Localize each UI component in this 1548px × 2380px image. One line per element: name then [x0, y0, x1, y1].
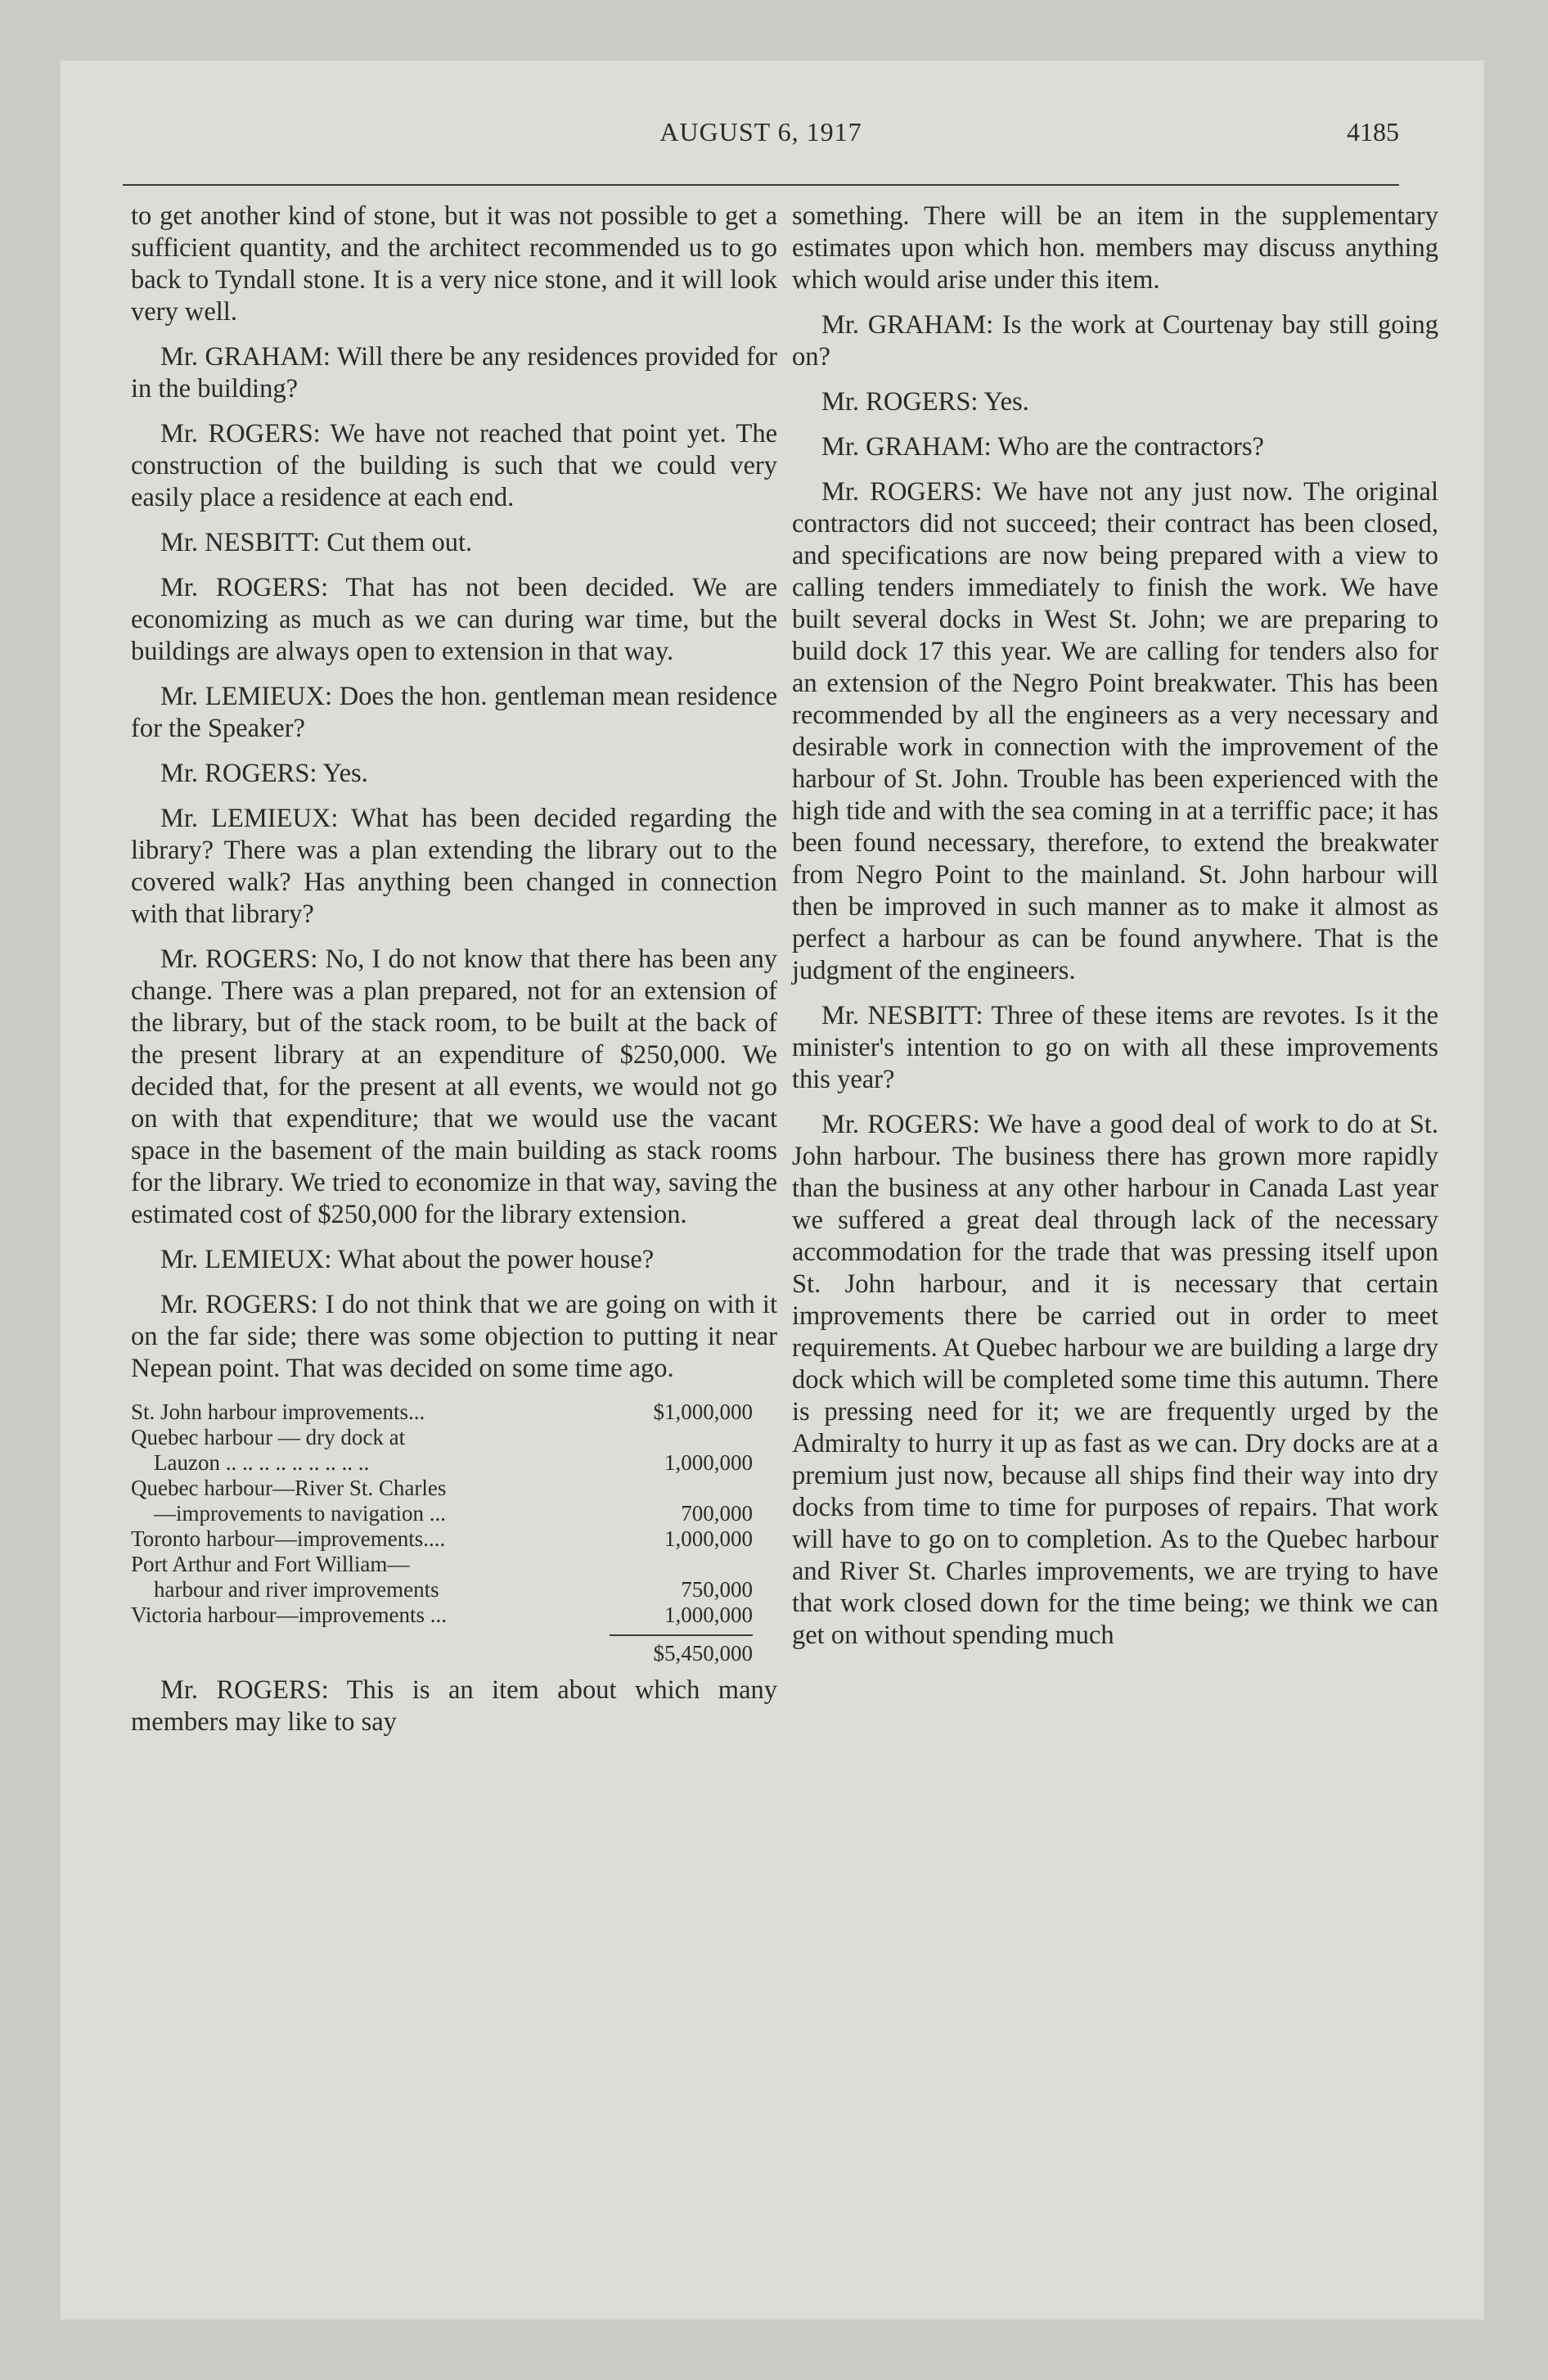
item-label: Quebec harbour — dry dock at — [131, 1425, 406, 1449]
paragraph: Mr. LEMIEUX: What has been decided regarding the library? There was a plan extending the library out to the covered walk? Has anything been changed in connection with that library? — [131, 804, 777, 929]
item-label: Port Arthur and Fort William— — [131, 1552, 410, 1576]
paragraph: Mr. GRAHAM: Is the work at Courtenay bay still going on? — [792, 310, 1438, 372]
paragraph: Mr. ROGERS: We have not reached that point yet. The construction of the building is such that we could very easily place a residence at each end. — [131, 419, 777, 512]
paragraph: Mr. NESBITT: Cut them out. — [160, 528, 473, 557]
paragraph: Mr. ROGERS: We have not any just now. The original contractors did not succeed; their contract has been closed, and specifications are now being prepared with a view to calling tenders immediately to finish the work. We have built several docks in West St. John; we are preparing to build dock 17 this year. We are calling for tenders also for an extension of the Negro Point breakwater. This has been recommended by all the engineers as a very necessary and desirable work in connection with the improvement of the harbour of St. John. Trouble has been experienced with the high tide and with the sea coming in at a terriffic pace; it has been found necessary, therefore, to extend the breakwater from Negro Point to the mainland. St. John harbour will then be improved in such manner as to make it almost as perfect a harbour as can be found anywhere. That is the judgment of the engineers. — [792, 477, 1438, 985]
paragraph: Mr. LEMIEUX: What about the power house? — [160, 1245, 655, 1274]
table-row — [131, 1450, 753, 1476]
item-label: —improvements to navigation ... — [154, 1501, 446, 1526]
table-row — [131, 1577, 753, 1602]
item-label: Victoria harbour—improvements ... — [131, 1602, 448, 1627]
table-row — [131, 1602, 753, 1628]
item-amount: 1,000,000 — [664, 1526, 753, 1551]
item-amount: 750,000 — [681, 1577, 753, 1602]
paragraph: Mr. LEMIEUX: Does the hon. gentleman mean residence for the Speaker? — [131, 682, 777, 743]
item-amount: 700,000 — [681, 1501, 753, 1526]
table-row — [131, 1400, 753, 1425]
paragraph: to get another kind of stone, but it was not possible to get a sufficient quantity, and the architect recommended us to go back to Tyndall stone. It is a very nice stone, and it will look very well. — [131, 201, 777, 327]
item-label: Quebec harbour—River St. Charles — [131, 1476, 447, 1500]
item-label: St. John harbour improvements... — [131, 1400, 425, 1424]
paragraph: Mr. ROGERS: This is an item about which many members may like to say — [131, 1675, 777, 1737]
paragraph: Mr. ROGERS: No, I do not know that there has been any change. There was a plan prepared, not for an extension of the library, but of the stack room, to be built at the back of the present library at an expenditure of $250,000. We decided that, for the present at all events, we would not go on with that expenditure; that we would use the vacant space in the basement of the main building as stack rooms for the library. We tried to economize in that way, saving the estimated cost of $250,000 for the library extension. — [131, 944, 777, 1229]
header-rule — [123, 184, 1399, 186]
item-amount: 1,000,000 — [664, 1602, 753, 1627]
paragraph: Mr. ROGERS: We have a good deal of work to do at St. John harbour. The business there has grown more rapidly than the business at any other harbour in Canada Last year we suffered a great deal through lack of the necessary accommodation for the trade that was pressing itself upon St. John harbour, and it is necessary that certain improvements there be carried out in order to meet requirements. At Quebec harbour we are building a large dry dock which will be completed some time this autumn. There is pressing need for it; we are frequently urged by the Admiralty to hurry it up as fast as we can. Dry docks are at a premium just now, because all ships find their way into dry docks from time to time for purposes of repairs. That work will have to go on to completion. As to the Quebec harbour and River St. Charles improvements, we are trying to have that work closed down for the time being; we think we can get on without spending much — [792, 1110, 1438, 1650]
paragraph: something. There will be an item in the supplementary estimates upon which hon. members may discuss anything which would arise under this item. — [792, 201, 1438, 295]
page-date: AUGUST 6, 1917 — [659, 117, 862, 146]
table-row — [131, 1425, 753, 1450]
paragraph: Mr. ROGERS: I do not think that we are going on with it on the far side; there was some objection to putting it near Nepean point. That was decided on some time ago. — [131, 1290, 777, 1383]
paragraph: Mr. GRAHAM: Who are the contractors? — [821, 432, 1264, 462]
total-amount: $5,450,000 — [653, 1641, 753, 1666]
table-row — [131, 1501, 753, 1526]
left-column — [131, 201, 777, 1751]
total-rule — [610, 1634, 753, 1636]
paragraph: Mr. ROGERS: Yes. — [821, 387, 1029, 417]
table-row — [131, 1526, 753, 1552]
page-header — [123, 117, 1399, 158]
paragraph: Mr. ROGERS: Yes. — [160, 759, 368, 788]
estimates-table — [131, 1400, 753, 1666]
paragraph: Mr. GRAHAM: Will there be any residences provided for in the building? — [131, 342, 777, 403]
item-amount: 1,000,000 — [664, 1450, 753, 1475]
item-label: Lauzon .. .. .. .. .. .. .. .. .. — [154, 1450, 370, 1475]
table-row — [131, 1552, 753, 1577]
item-amount: $1,000,000 — [653, 1400, 753, 1424]
item-label: Toronto harbour—improvements.... — [131, 1526, 446, 1551]
paragraph: Mr. ROGERS: That has not been decided. We are economizing as much as we can during war time, but the buildings are always open to extension in that way. — [131, 573, 777, 666]
page-number: 4185 — [1347, 117, 1399, 146]
item-label: harbour and river improvements — [154, 1577, 439, 1602]
right-column — [792, 201, 1438, 1665]
paragraph: Mr. NESBITT: Three of these items are revotes. Is it the minister's intention to go on with all these improvements this year? — [792, 1001, 1438, 1094]
table-row — [131, 1476, 753, 1501]
